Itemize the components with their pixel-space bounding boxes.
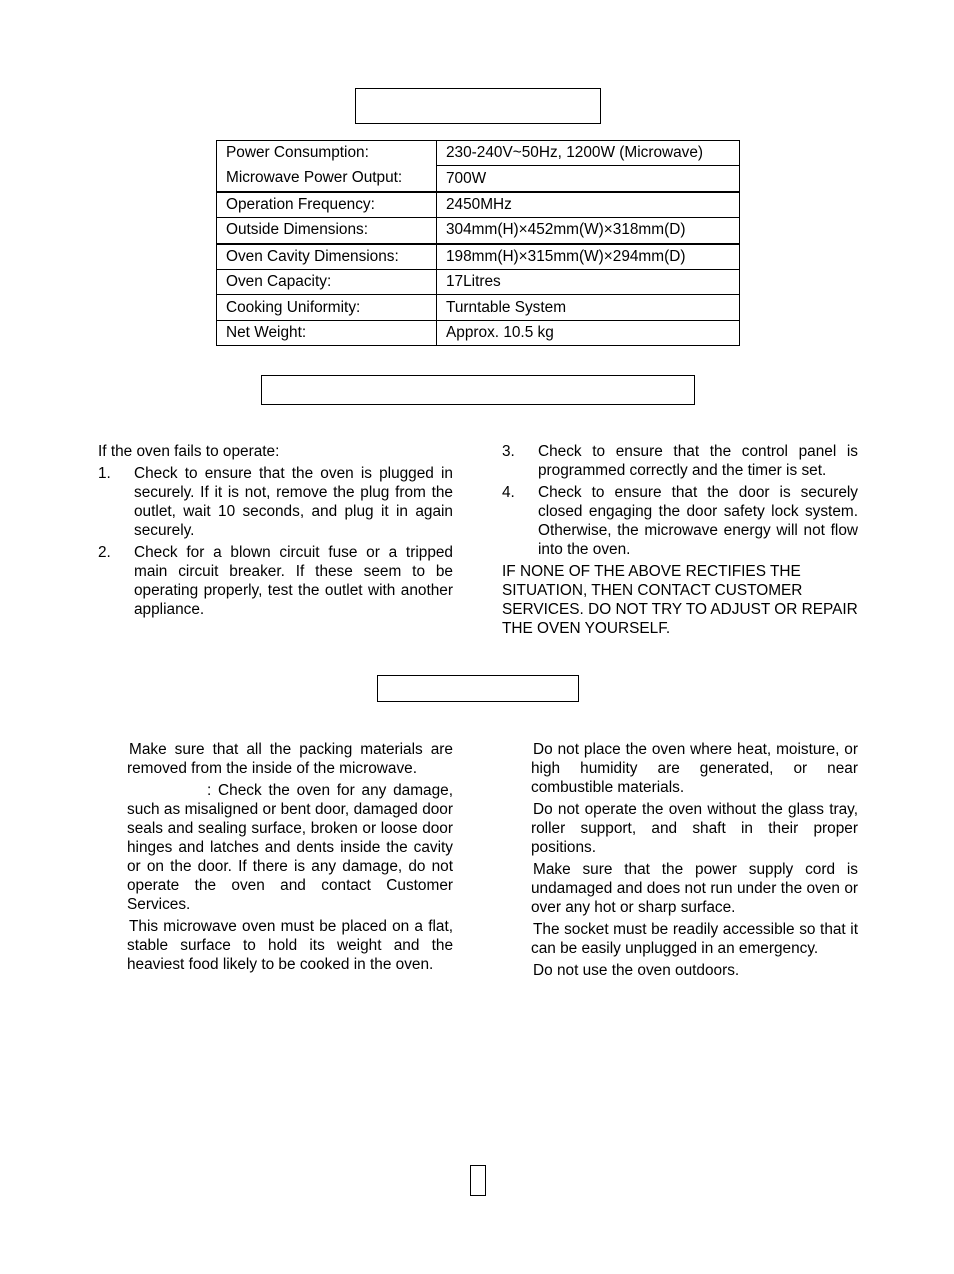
- item-text: Check to ensure that the oven is plugged in securely. If it is not, remove the plug from the outlet, wait 10 seconds, and plug it in again securely.: [134, 465, 453, 539]
- spec-value: Turntable System: [437, 295, 740, 320]
- installation-left-column: [127, 740, 453, 977]
- table-row: [217, 141, 740, 166]
- spec-label: Oven Cavity Dimensions:: [217, 244, 437, 270]
- table-row: [217, 218, 740, 244]
- item-number: 1.: [98, 465, 111, 482]
- spec-value: 198mm(H)×315mm(W)×294mm(D): [437, 244, 740, 270]
- spec-label: Outside Dimensions:: [217, 218, 437, 244]
- list-item: [98, 464, 453, 540]
- list-item: [98, 543, 453, 619]
- table-row: [217, 192, 740, 218]
- specifications-table: [216, 140, 740, 346]
- table-row: [217, 320, 740, 345]
- spec-label: Cooking Uniformity:: [217, 295, 437, 320]
- list-item: [502, 483, 858, 559]
- page-number-box: [470, 1165, 486, 1196]
- installation-heading-box: [377, 675, 579, 702]
- installation-item: This microwave oven must be placed on a flat, stable surface to hold its weight and the heaviest food likely to be cooked in the oven.: [127, 918, 453, 973]
- spec-value: Approx. 10.5 kg: [437, 320, 740, 345]
- troubleshooting-intro: If the oven fails to operate:: [98, 443, 280, 460]
- spec-value: 17Litres: [437, 269, 740, 294]
- table-row: [217, 295, 740, 320]
- spec-value: 304mm(H)×452mm(W)×318mm(D): [437, 218, 740, 244]
- troubleshooting-right-column: [502, 442, 858, 638]
- item-text: Check to ensure that the control panel is programmed correctly and the timer is set.: [538, 443, 858, 479]
- spec-label: Power Consumption:: [217, 141, 437, 166]
- item-text: Check to ensure that the door is securely closed engaging the door safety lock system. Otherwise, the microwave energy will not flow into the oven.: [538, 484, 858, 558]
- spec-value: 2450MHz: [437, 192, 740, 218]
- spec-value: 700W: [437, 166, 740, 192]
- spec-label: Microwave Power Output:: [217, 166, 437, 192]
- installation-item: Do not place the oven where heat, moisture, or high humidity are generated, or near combustible materials.: [531, 741, 858, 796]
- installation-right-column: [531, 740, 858, 983]
- item-number: 2.: [98, 544, 111, 561]
- troubleshooting-warning: IF NONE OF THE ABOVE RECTIFIES THE SITUATION, THEN CONTACT CUSTOMER SERVICES. DO NOT TRY TO ADJUST OR REPAIR THE OVEN YOURSELF.: [502, 563, 858, 637]
- item-number: 4.: [502, 484, 515, 501]
- installation-item: Do not use the oven outdoors.: [533, 962, 740, 979]
- specifications-heading-box: [355, 88, 601, 124]
- list-item: [502, 442, 858, 480]
- installation-item: Do not operate the oven without the glass tray, roller support, and shaft in their proper positions.: [531, 801, 858, 856]
- table-row: [217, 166, 740, 192]
- troubleshooting-left-column: [98, 442, 453, 619]
- installation-item: : Check the oven for any damage, such as misaligned or bent door, damaged door seals and sealing surface, broken or loose door hinges and latches and dents inside the cavity or on the door. If there is any damage, do not operate the oven and contact Customer Services.: [127, 782, 453, 913]
- item-number: 3.: [502, 443, 515, 460]
- table-row: [217, 269, 740, 294]
- table-row: [217, 244, 740, 270]
- installation-item: The socket must be readily accessible so that it can be easily unplugged in an emergency.: [531, 921, 858, 957]
- spec-label: Operation Frequency:: [217, 192, 437, 218]
- spec-label: Oven Capacity:: [217, 269, 437, 294]
- installation-item: Make sure that the power supply cord is undamaged and does not run under the oven or over any hot or sharp surface.: [531, 861, 858, 916]
- item-text: Check for a blown circuit fuse or a tripped main circuit breaker. If these seem to be operating properly, test the outlet with another appliance.: [134, 544, 453, 618]
- spec-value: 230-240V~50Hz, 1200W (Microwave): [437, 141, 740, 166]
- installation-item: Make sure that all the packing materials are removed from the inside of the microwave.: [127, 741, 453, 777]
- spec-label: Net Weight:: [217, 320, 437, 345]
- troubleshooting-heading-box: [261, 375, 695, 405]
